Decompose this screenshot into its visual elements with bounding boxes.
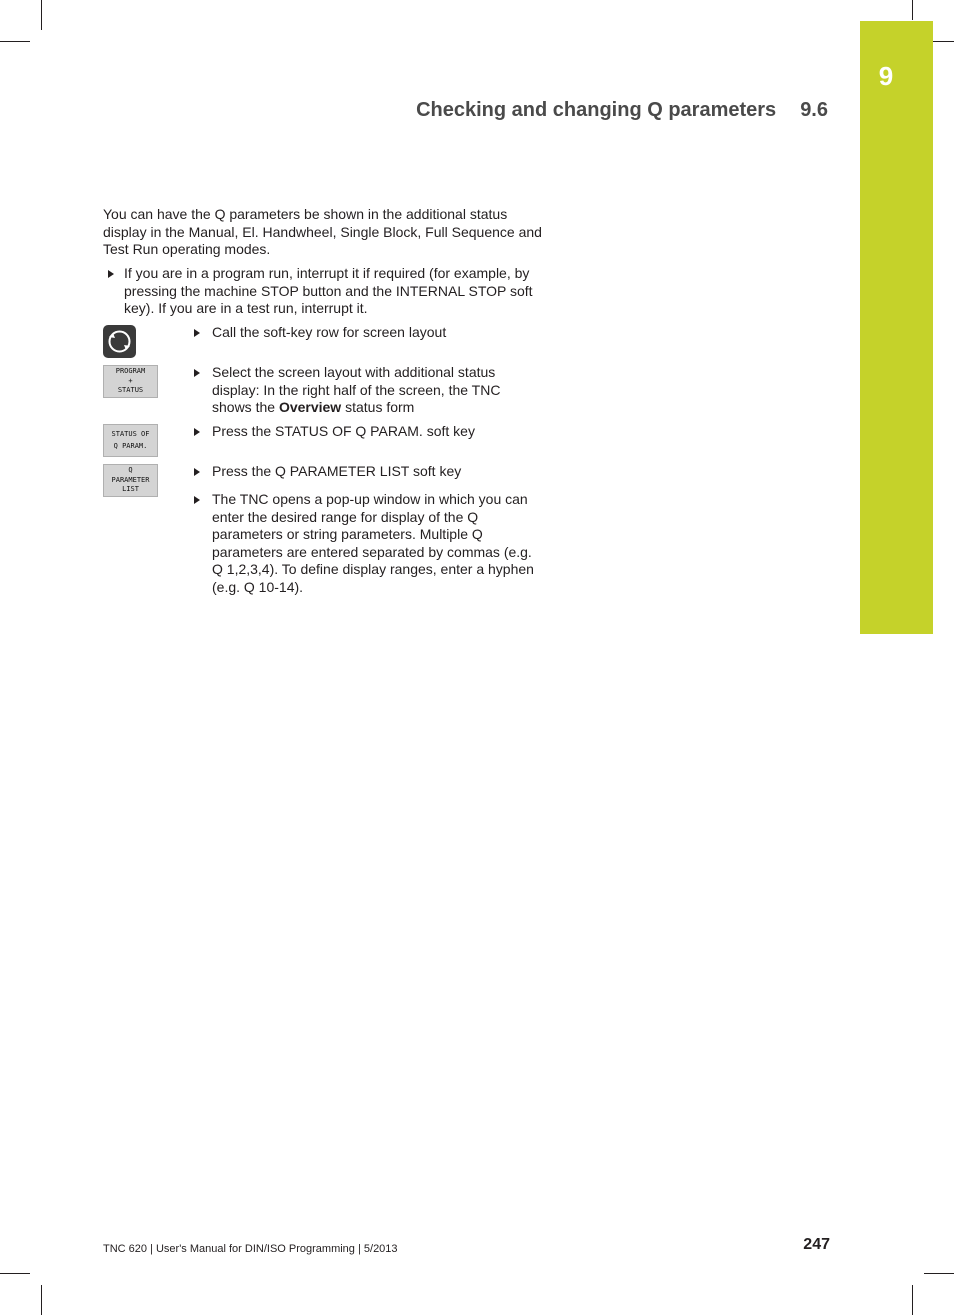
section-header [416, 99, 828, 122]
chapter-number: 9 [878, 61, 894, 91]
crop-mark [912, 1285, 913, 1315]
section-title: Checking and changing Q parameters [416, 99, 777, 121]
step-popup: The TNC opens a pop-up window in which you can enter the desired range for display of the Q parameters or string parameters. Multiple Q parameters are entered separated by commas (e.g. Q 1,2,3,4). To define display ranges, enter a hyphen (e.g. Q 10-14). [212, 491, 534, 595]
softkey-label: PARAMETER [111, 475, 150, 484]
softkey-label: STATUS OF [111, 429, 150, 438]
crop-mark [0, 41, 30, 42]
crop-mark [41, 1285, 42, 1315]
screen-layout-key-icon[interactable] [103, 325, 136, 358]
step-select-layout [212, 364, 532, 417]
softkey-label: PROGRAM [115, 367, 146, 376]
step-press-list: Press the Q PARAMETER LIST soft key [212, 463, 462, 479]
overview-term: Overview [278, 399, 342, 415]
bullet-arrow-icon [194, 468, 200, 476]
bullet-arrow-icon [194, 369, 200, 377]
crop-mark [924, 1273, 954, 1274]
bullet-arrow-icon [194, 496, 200, 504]
bullet-arrow-icon [108, 270, 114, 278]
softkey-label: Q PARAM. [113, 442, 148, 450]
screen-layout-key-icon-glyph [103, 325, 136, 358]
step-interrupt: If you are in a program run, interrupt it if required (for example, by pressing the machine STOP button and the INTERNAL STOP soft key). If you are in a test run, interrupt it. [124, 265, 533, 316]
step-press-status: Press the STATUS OF Q PARAM. soft key [212, 423, 475, 439]
softkey-label: + [128, 376, 133, 385]
q-parameter-list-softkey[interactable] [103, 464, 158, 497]
step-select-layout-text: Select the screen layout with additional status display: In the right half of the screen, the TNC shows the [212, 364, 501, 415]
footer-text: TNC 620 | User's Manual for DIN/ISO Programming | 5/2013 [103, 1243, 398, 1255]
intro-paragraph: You can have the Q parameters be shown in the additional status display in the Manual, El. Handwheel, Single Block, Full Sequence and Test Run operating modes. [103, 206, 542, 257]
softkey-label: LIST [122, 485, 139, 494]
softkey-label: Q [128, 466, 133, 475]
status-of-q-param-softkey[interactable] [103, 424, 158, 457]
bullet-arrow-icon [194, 329, 200, 337]
step-call-softkey-row: Call the soft-key row for screen layout [212, 324, 447, 340]
bullet-arrow-icon [194, 428, 200, 436]
chapter-tab [860, 21, 933, 634]
crop-mark [41, 0, 42, 30]
step-select-layout-text-end: status form [341, 399, 415, 415]
program-status-softkey[interactable] [103, 365, 158, 398]
crop-mark [912, 0, 913, 20]
crop-mark [0, 1273, 30, 1274]
page-number: 247 [803, 1236, 830, 1253]
softkey-label: STATUS [117, 386, 144, 395]
section-number: 9.6 [800, 99, 828, 121]
